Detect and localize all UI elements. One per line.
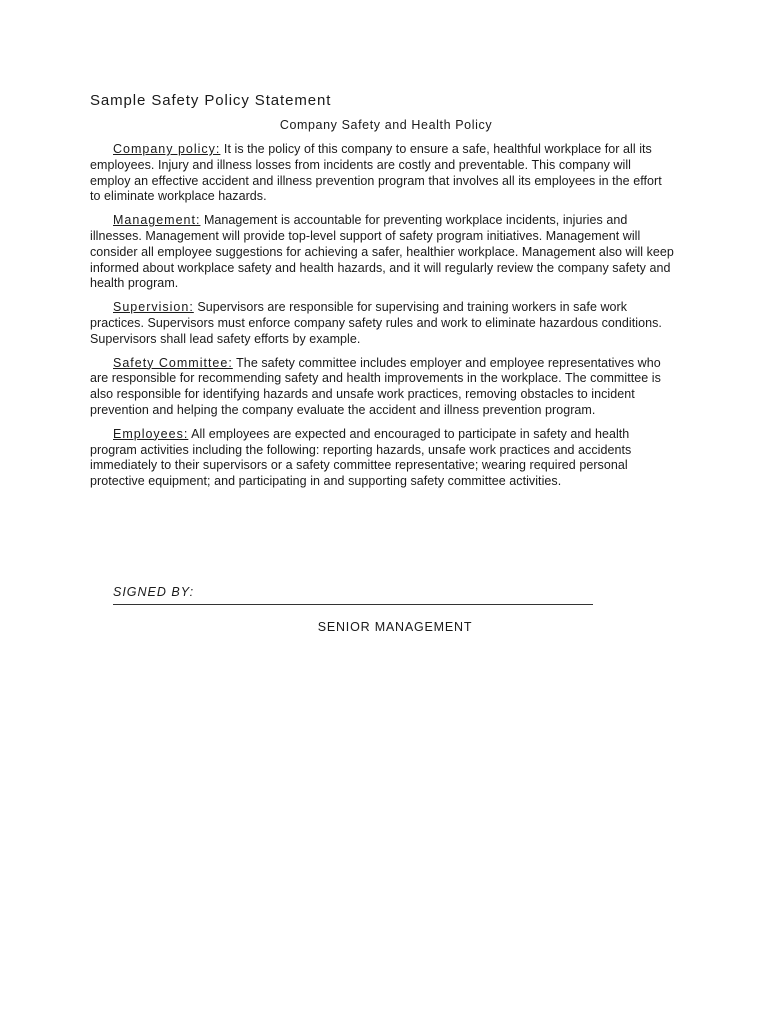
section-safety-committee: [90, 356, 674, 419]
signed-by-label: SIGNED BY:: [113, 585, 195, 599]
document-title: Sample Safety Policy Statement: [90, 92, 332, 109]
section-text: It is the policy of this company to ensure a safe, healthful workplace for all its employees. Injury and illness losses from incidents are costly and preventable. This company will employ an effective accident and illness prevention program that involves all its employees in the effort to eliminate workplace hazards.: [90, 142, 662, 204]
section-employees: [90, 427, 674, 490]
section-supervision: [90, 300, 674, 347]
section-term: Supervision:: [113, 300, 194, 315]
section-company-policy: [90, 142, 674, 205]
section-term: Safety Committee:: [113, 355, 233, 370]
document-body: [90, 92, 674, 498]
section-text: Supervisors are responsible for supervising and training workers in safe work practices. Supervisors must enforce company safety rules and work to eliminate hazardous conditions. Supervisors shall lead safety efforts by example.: [90, 300, 662, 346]
section-text: Management is accountable for preventing workplace incidents, injuries and illnesses. Management will provide top-level support of safety program initiatives. Management will consider all employee suggestions for achieving a safer, healthier workplace. Management also will keep informed about workplace safety and health hazards, and it will regularly review the company safety and health program.: [90, 213, 674, 291]
policy-subtitle: Company Safety and Health Policy: [279, 118, 493, 132]
section-management: [90, 213, 674, 292]
section-text: All employees are expected and encouraged to participate in safety and health program activities including the following: reporting hazards, unsafe work practices and accidents immediately to their supervisors or a safety committee representative; wearing required personal protective equipment; and participating in and supporting safety committee activities.: [90, 426, 632, 489]
signature-title: SENIOR MANAGEMENT: [317, 620, 473, 634]
section-term: Management:: [113, 213, 201, 228]
section-term: Employees:: [113, 426, 189, 441]
signature-line: [113, 604, 593, 605]
section-term: Company policy:: [113, 142, 221, 156]
section-text: The safety committee includes employer and employee representatives who are responsible for recommending safety and health improvements in the workplace. The committee is also responsible for identifying hazards and unsafe work practices, removing obstacles to incident prevention and helping the company evaluate the accident and illness prevention program.: [90, 355, 661, 417]
